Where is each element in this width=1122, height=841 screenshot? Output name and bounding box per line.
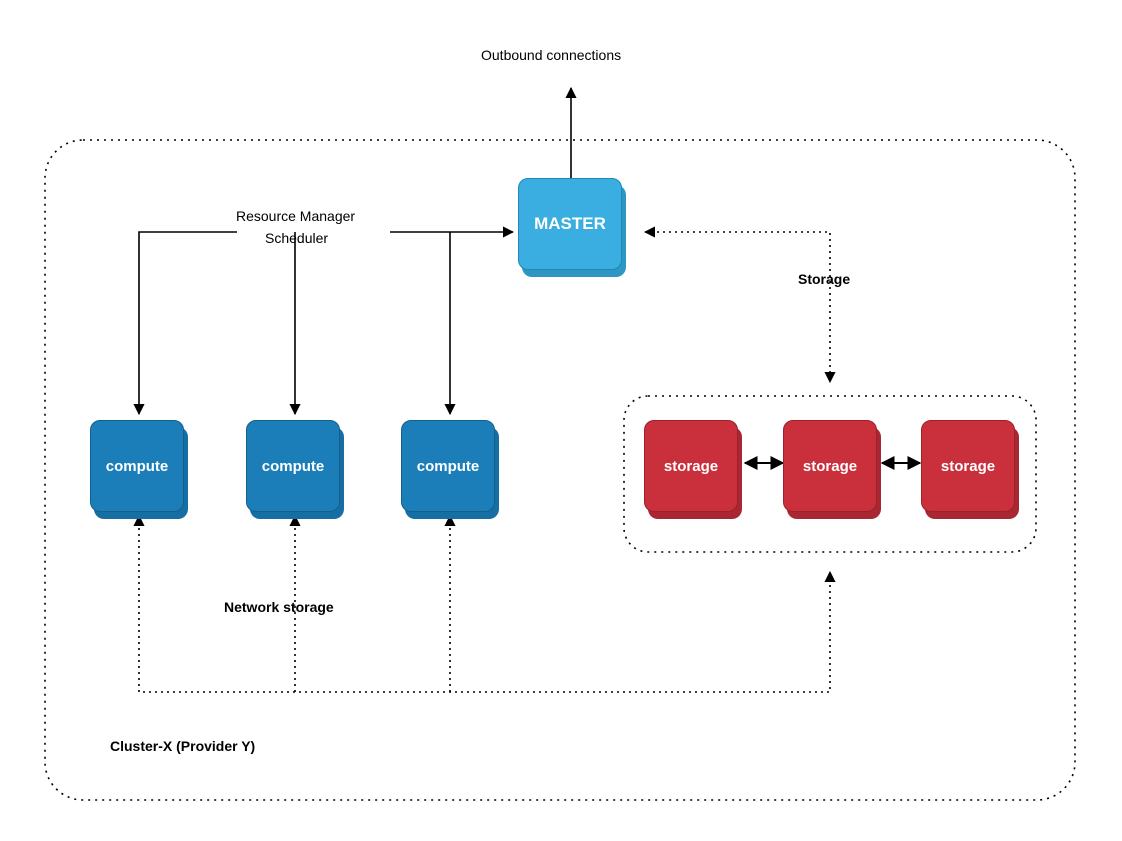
node-storage-2-label: storage: [802, 457, 858, 475]
master-to-storage-link: [645, 232, 830, 382]
node-compute-2[interactable]: [246, 420, 340, 512]
network-storage-label: Network storage: [224, 599, 334, 615]
node-compute-3[interactable]: [401, 420, 495, 512]
node-storage-3-label: storage: [940, 457, 996, 475]
node-master-label: MASTER: [534, 214, 606, 233]
node-compute-1-label: compute: [105, 457, 169, 475]
node-storage-2[interactable]: [783, 420, 877, 512]
resource-manager-label: Resource Manager: [236, 208, 356, 224]
scheduler-to-compute-1: [139, 232, 237, 414]
cluster-title-label: Cluster-X (Provider Y): [110, 738, 256, 754]
node-storage-1[interactable]: [644, 420, 738, 512]
node-storage-3[interactable]: [921, 420, 1015, 512]
node-compute-2-label: compute: [261, 457, 325, 475]
node-compute-1[interactable]: [90, 420, 184, 512]
node-master[interactable]: [518, 178, 622, 270]
node-storage-1-label: storage: [663, 457, 719, 475]
scheduler-label: Scheduler: [265, 230, 329, 246]
outbound-connections-label: Outbound connections: [481, 47, 622, 63]
storage-label: Storage: [798, 271, 851, 287]
node-compute-3-label: compute: [416, 457, 480, 475]
